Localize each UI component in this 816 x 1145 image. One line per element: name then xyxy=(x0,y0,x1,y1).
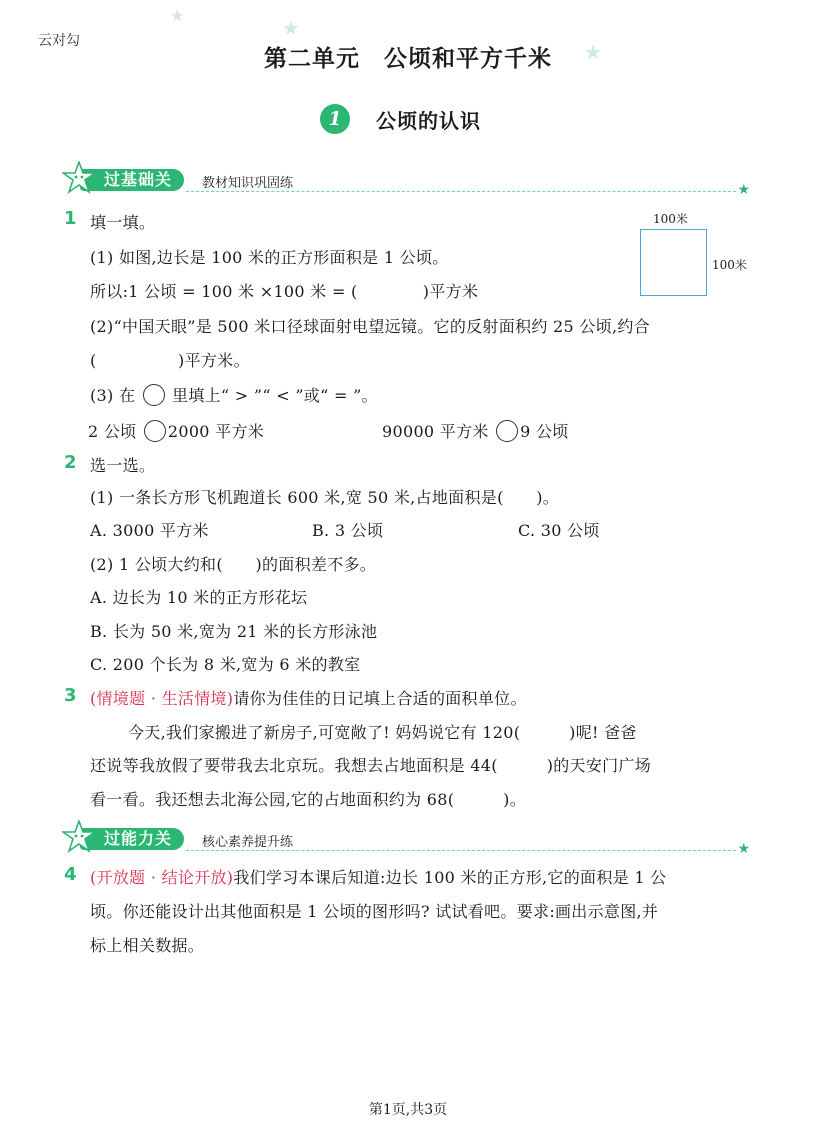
option-b[interactable]: B. 长为 50 米,宽为 21 米的长方形泳池 xyxy=(90,622,378,641)
section-header-basic xyxy=(62,165,750,198)
lesson-title: 公顷的认识 xyxy=(376,108,481,133)
question-text: (1) 如图,边长是 100 米的正方形面积是 1 公顷。 xyxy=(90,248,449,267)
brand-label: 云对勾 xyxy=(38,33,80,49)
figure-top-label: 100米 xyxy=(653,212,688,226)
section-subtitle: 教材知识巩固练 xyxy=(202,176,294,191)
section-divider xyxy=(186,850,736,851)
question-title-row xyxy=(90,686,527,709)
section-label: 过能力关 xyxy=(104,829,173,848)
section-header-ability xyxy=(62,824,750,857)
option-b[interactable]: B. 3 公顷 xyxy=(312,521,384,540)
decor-star-icon: ★ xyxy=(282,16,300,40)
question-tag: (情境题 · 生活情境) xyxy=(90,689,234,708)
question-text: (2) 1 公顷大约和( )的面积差不多。 xyxy=(90,555,377,574)
question-number: 4 xyxy=(64,864,77,885)
question-text: (3) 在 xyxy=(90,386,136,405)
decor-star-icon: ★ xyxy=(170,6,185,25)
lesson-number-badge: 1 xyxy=(320,104,350,134)
compare-left: 2 公顷 xyxy=(88,422,137,441)
compare-row xyxy=(382,419,569,442)
answer-circle[interactable] xyxy=(496,420,518,442)
question-text: 标上相关数据。 xyxy=(90,936,205,955)
lesson-heading xyxy=(320,104,481,134)
option-c[interactable]: C. 200 个长为 8 米,宽为 6 米的教室 xyxy=(90,655,361,674)
figure-right-label: 100米 xyxy=(712,258,747,272)
question-tag: (开放题 · 结论开放) xyxy=(90,868,234,887)
option-a[interactable]: A. 边长为 10 米的正方形花坛 xyxy=(90,588,308,607)
question-text: 所以:1 公顷 = 100 米 ×100 米 = ( )平方米 xyxy=(90,282,479,301)
answer-circle[interactable] xyxy=(144,420,166,442)
question-title-row xyxy=(90,865,666,888)
diary-line: 还说等我放假了要带我去北京玩。我想去占地面积是 44( )的天安门广场 xyxy=(90,756,652,775)
compare-right: 2000 平方米 xyxy=(167,422,265,441)
section-divider xyxy=(186,191,736,192)
question-text: (1) 一条长方形飞机跑道长 600 米,宽 50 米,占地面积是( )。 xyxy=(90,488,560,507)
diary-line: 看一看。我还想去北海公园,它的占地面积约为 68( )。 xyxy=(90,790,527,809)
section-badge xyxy=(62,826,192,850)
diary-line: 今天,我们家搬进了新房子,可宽敞了! 妈妈说它有 120( )呢! 爸爸 xyxy=(128,723,637,742)
page-footer: 第1页,共3页 xyxy=(368,1102,448,1118)
question-number: 2 xyxy=(64,452,77,473)
section-label: 过基础关 xyxy=(104,170,173,189)
question-text: 里填上“ > ”“ < ”或“ = ”。 xyxy=(172,386,378,405)
question-text: (2)“中国天眼”是 500 米口径球面射电望远镜。它的反射面积约 25 公顷,约合 xyxy=(90,317,650,336)
question-number: 3 xyxy=(64,685,77,706)
question-number: 1 xyxy=(64,208,77,229)
answer-circle[interactable] xyxy=(143,384,165,406)
star-icon: ★ xyxy=(737,182,750,198)
star-mascot-icon xyxy=(62,820,96,854)
option-a[interactable]: A. 3000 平方米 xyxy=(90,521,209,540)
question-text: ( )平方米。 xyxy=(90,351,250,370)
question-text: 顷。你还能设计出其他面积是 1 公顷的图形吗? 试试看吧。要求:画出示意图,并 xyxy=(90,902,659,921)
star-icon: ★ xyxy=(737,841,750,857)
option-c[interactable]: C. 30 公顷 xyxy=(518,521,600,540)
question-title: 填一填。 xyxy=(90,213,156,232)
square-figure xyxy=(640,229,707,296)
compare-row xyxy=(88,419,264,442)
star-mascot-icon xyxy=(62,161,96,195)
compare-right: 9 公顷 xyxy=(520,422,569,441)
question-title: 选一选。 xyxy=(90,456,156,475)
compare-left: 90000 平方米 xyxy=(382,422,489,441)
section-badge xyxy=(62,167,192,191)
question-text xyxy=(90,383,378,406)
question-title: 请你为佳佳的日记填上合适的面积单位。 xyxy=(233,689,527,708)
question-text: 我们学习本课后知道:边长 100 米的正方形,它的面积是 1 公 xyxy=(233,868,667,887)
unit-title: 第二单元 公顷和平方千米 xyxy=(264,46,552,72)
section-subtitle: 核心素养提升练 xyxy=(202,835,294,850)
decor-star-icon: ★ xyxy=(584,40,602,64)
